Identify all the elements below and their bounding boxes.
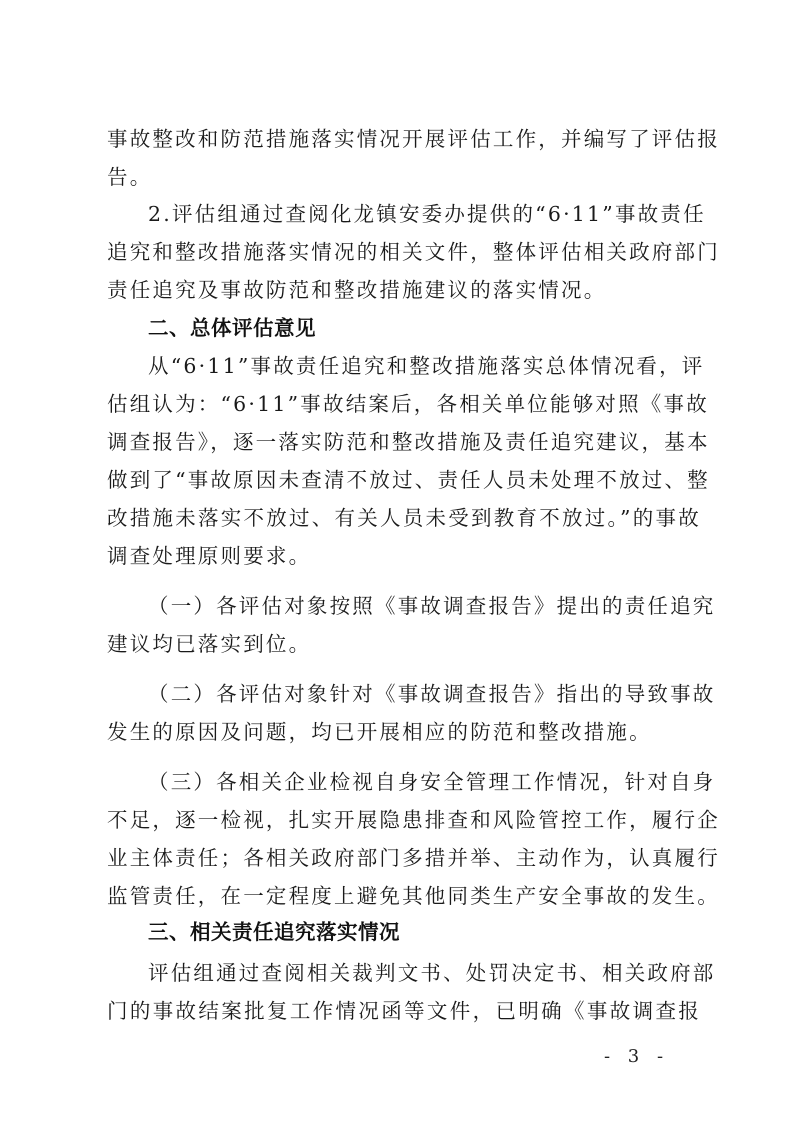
body-line: 调查报告》，逐一落实防范和整改措施及责任追究建议，基本 [107,430,710,454]
body-line: 做到了“事故原因未查清不放过、责任人员未处理不放过、整 [107,468,710,492]
page-number: - 3 - [604,1046,670,1067]
body-line: 改措施未落实不放过、有关人员未受到教育不放过。”的事故 [107,506,701,530]
body-line: （一）各评估对象按照《事故调查报告》提出的责任追究 [148,594,716,618]
section-heading: 二、总体评估意见 [148,316,316,340]
body-line: （二）各评估对象针对《事故调查报告》指出的导致事故 [148,682,716,706]
body-line: 责任追究及事故防范和整改措施建议的落实情况。 [107,278,607,302]
body-line: 监管责任，在一定程度上避免其他同类生产安全事故的发生。 [107,884,720,908]
section-heading: 三、相关责任追究落实情况 [148,920,400,944]
body-line: 事故整改和防范措施落实情况开展评估工作，并编写了评估报 [107,127,720,151]
body-line: 告。 [107,165,153,189]
body-line: 发生的原因及问题，均已开展相应的防范和整改措施。 [107,720,652,744]
body-line: 2.评估组通过查阅化龙镇安委办提供的“6·11”事故责任 [148,202,706,226]
body-line: 估组认为：“6·11”事故结案后，各相关单位能够对照《事故 [107,392,709,416]
body-line: 评估组通过查阅相关裁判文书、处罚决定书、相关政府部 [148,961,716,985]
body-line: 不足，逐一检视，扎实开展隐患排查和风险管控工作，履行企 [107,808,720,832]
body-line: 门的事故结案批复工作情况函等文件，已明确《事故调查报 [107,999,701,1023]
body-line: 建议均已落实到位。 [107,632,312,656]
body-line: 追究和整改措施落实情况的相关文件，整体评估相关政府部门 [107,240,720,264]
body-line: 从“6·11”事故责任追究和整改措施落实总体情况看，评 [148,354,705,378]
body-line: 调查处理原则要求。 [107,544,312,568]
body-line: 业主体责任；各相关政府部门多措并举、主动作为，认真履行 [107,846,720,870]
body-line: （三）各相关企业检视自身安全管理工作情况，针对自身 [148,770,716,794]
